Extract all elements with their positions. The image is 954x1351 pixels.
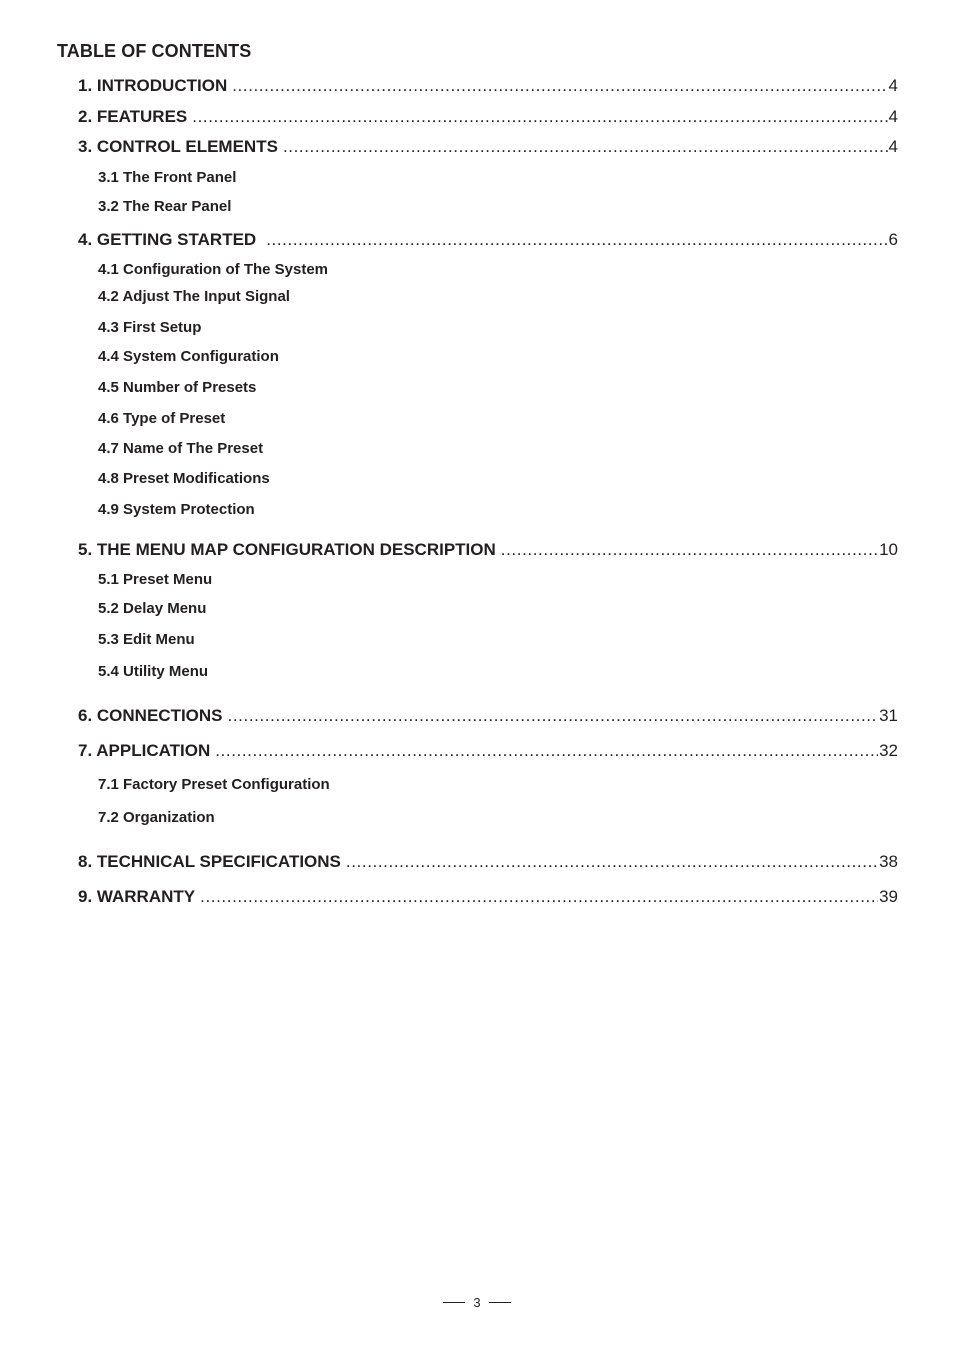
toc-leader-dots [266,230,887,250]
toc-subentry[interactable]: 3.2 The Rear Panel [98,198,232,215]
toc-subentry[interactable]: 3.1 The Front Panel [98,169,237,186]
toc-title: TABLE OF CONTENTS [57,41,252,61]
toc-entry-label: 1. INTRODUCTION [78,76,228,95]
toc-subentry[interactable]: 4.2 Adjust The Input Signal [98,288,290,305]
toc-leader-dots [346,852,878,872]
toc-entry-page: 6 [888,230,898,249]
toc-entry-menu-map[interactable] [78,540,898,560]
toc-subentry[interactable]: 4.6 Type of Preset [98,410,226,427]
toc-entry-introduction[interactable] [78,76,898,96]
toc-leader-dots [232,76,887,96]
toc-entry-label: 4. GETTING STARTED [78,230,257,249]
toc-leader-dots [283,137,888,157]
toc-leader-dots [215,741,878,761]
toc-entry-page: 10 [879,540,898,559]
toc-subentry[interactable]: 4.5 Number of Presets [98,379,257,396]
toc-entry-page: 39 [879,887,898,906]
toc-entry-label: 3. CONTROL ELEMENTS [78,137,278,156]
toc-entry-page: 4 [888,137,898,156]
toc-entry-technical-specifications[interactable] [78,852,898,872]
toc-entry-page: 38 [879,852,898,871]
toc-subentry[interactable]: 5.2 Delay Menu [98,600,207,617]
toc-entry-application[interactable] [78,741,898,761]
toc-leader-dots [200,887,878,907]
toc-subentry[interactable]: 7.1 Factory Preset Configuration [98,776,330,793]
page-footer [0,1295,954,1310]
toc-entry-features[interactable] [78,107,898,127]
toc-entry-page: 32 [879,741,898,760]
toc-subentry[interactable]: 5.3 Edit Menu [98,631,195,648]
toc-subentry[interactable]: 4.1 Configuration of The System [98,261,329,278]
toc-entry-label: 2. FEATURES [78,107,188,126]
toc-subentry[interactable]: 4.4 System Configuration [98,348,279,365]
toc-entry-page: 4 [888,107,898,126]
page-number: 3 [473,1295,481,1310]
footer-rule-left [443,1302,465,1303]
toc-subentry[interactable]: 4.8 Preset Modifications [98,470,270,487]
toc-leader-dots [228,706,879,726]
toc-entry-getting-started[interactable] [78,230,898,250]
toc-entry-label: 9. WARRANTY [78,887,196,906]
toc-leader-dots [501,540,878,560]
toc-subentry[interactable]: 4.9 System Protection [98,501,255,518]
toc-subentry[interactable]: 7.2 Organization [98,809,215,826]
toc-entry-label: 7. APPLICATION [78,741,211,760]
toc-subentry[interactable]: 4.7 Name of The Preset [98,440,264,457]
toc-entry-label: 5. THE MENU MAP CONFIGURATION DESCRIPTION [78,540,496,559]
footer-rule-right [489,1302,511,1303]
toc-entry-label: 6. CONNECTIONS [78,706,223,725]
toc-subentry[interactable]: 4.3 First Setup [98,319,202,336]
toc-entry-page: 4 [888,76,898,95]
toc-entry-warranty[interactable] [78,887,898,907]
toc-entry-page: 31 [879,706,898,725]
toc-entry-connections[interactable] [78,706,898,726]
toc-subentry[interactable]: 5.4 Utility Menu [98,663,209,680]
toc-leader-dots [192,107,887,127]
toc-subentry[interactable]: 5.1 Preset Menu [98,571,213,588]
toc-entry-control-elements[interactable] [78,137,898,157]
toc-entry-label: 8. TECHNICAL SPECIFICATIONS [78,852,341,871]
